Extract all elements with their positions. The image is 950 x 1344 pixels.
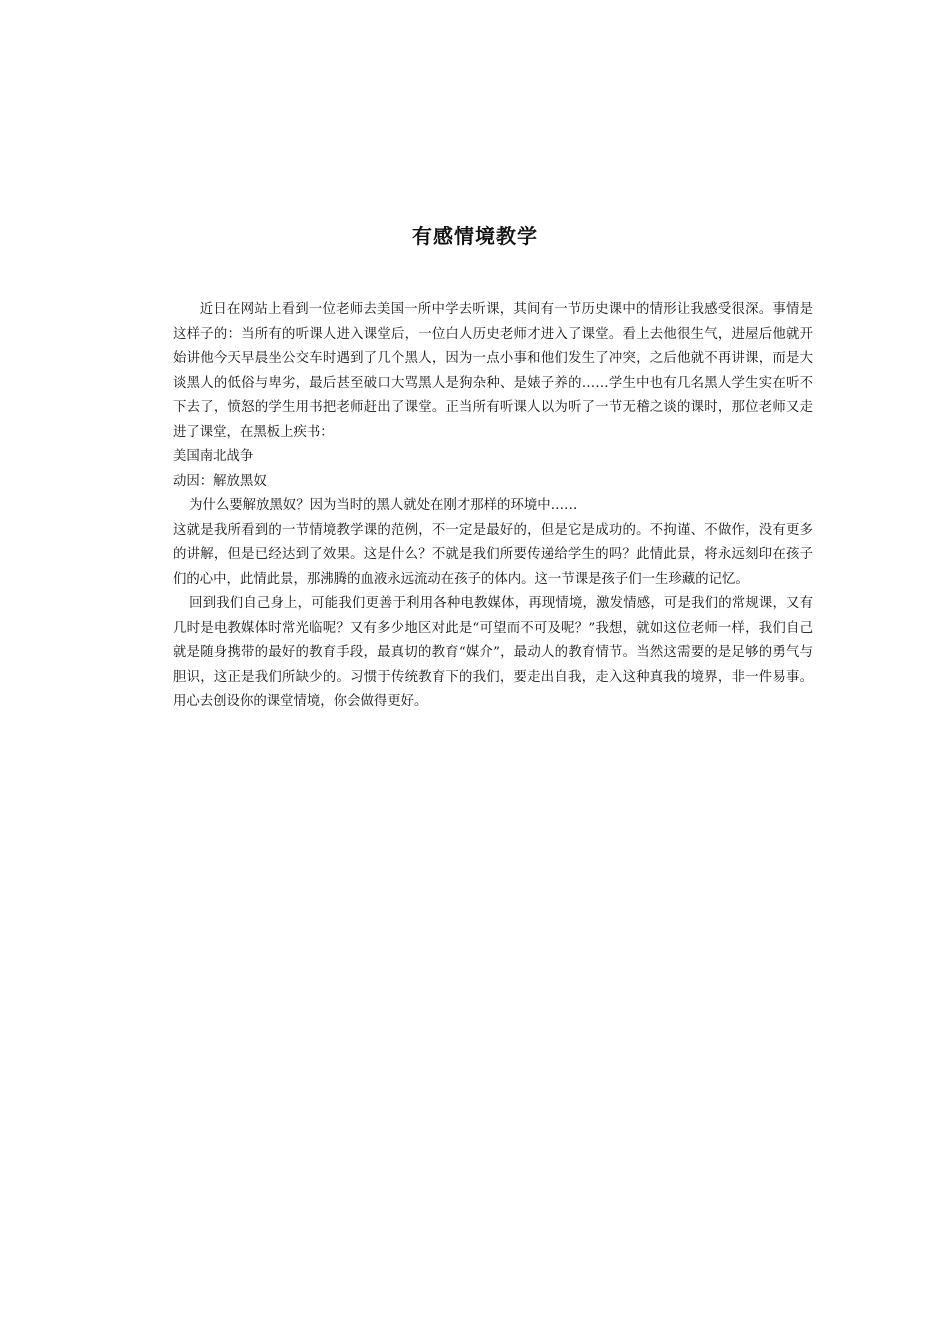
paragraph-blackboard-heading: 美国南北战争 — [173, 449, 254, 464]
document-body — [173, 298, 813, 715]
paragraph-reflection: 这就是我所看到的一节情境教学课的范例，不一定是最好的，但是它是成功的。不拘谨、不做作，没有更多的讲解，但是已经达到了效果。这是什么？不就是我们所要传递给学生的吗？此情此景，将永远刻印在孩子们的心中，此情此景，那沸腾的血液永远流动在孩子的体内。这一节课是孩子们一生珍藏的记忆。 — [173, 522, 813, 587]
paragraph-story: 近日在网站上看到一位老师去美国一所中学去听课，其间有一节历史课中的情形让我感受很深。事情是这样子的：当所有的听课人进入课堂后，一位白人历史老师才进入了课堂。看上去他很生气，进屋后他就开始讲他今天早晨坐公交车时遇到了几个黑人，因为一点小事和他们发生了冲突，之后他就不再讲课，而是大谈黑人的低俗与卑劣，最后甚至破口大骂黑人是狗杂种、是婊子养的……学生中也有几名黑人学生实在听不下去了，愤怒的学生用书把老师赶出了课堂。正当所有听课人以为听了一节无稽之谈的课时，那位老师又走进了课堂，在黑板上疾书： — [173, 302, 813, 440]
paragraph-blackboard-cause: 动因：解放黑奴 — [173, 473, 267, 489]
paragraph-conclusion: 回到我们自己身上，可能我们更善于利用各种电教媒体，再现情境，激发情感，可是我们的常规课，又有几时是电教媒体时常光临呢？又有多少地区对此是“可望而不可及呢？”我想，就如这位老师一样，我们自己就是随身携带的最好的教育手段，最真切的教育“媒介”，最动人的教育情节。当然这需要的是足够的勇气与胆识，这正是我们所缺少的。习惯于传统教育下的我们，要走出自我，走入这种真我的境界，非一件易事。用心去创设你的课堂情境，你会做得更好。 — [173, 596, 813, 709]
document-title: 有感情境教学 — [412, 224, 538, 248]
paragraph-question: 为什么要解放黑奴？因为当时的黑人就处在刚才那样的环境中…… — [189, 498, 578, 513]
